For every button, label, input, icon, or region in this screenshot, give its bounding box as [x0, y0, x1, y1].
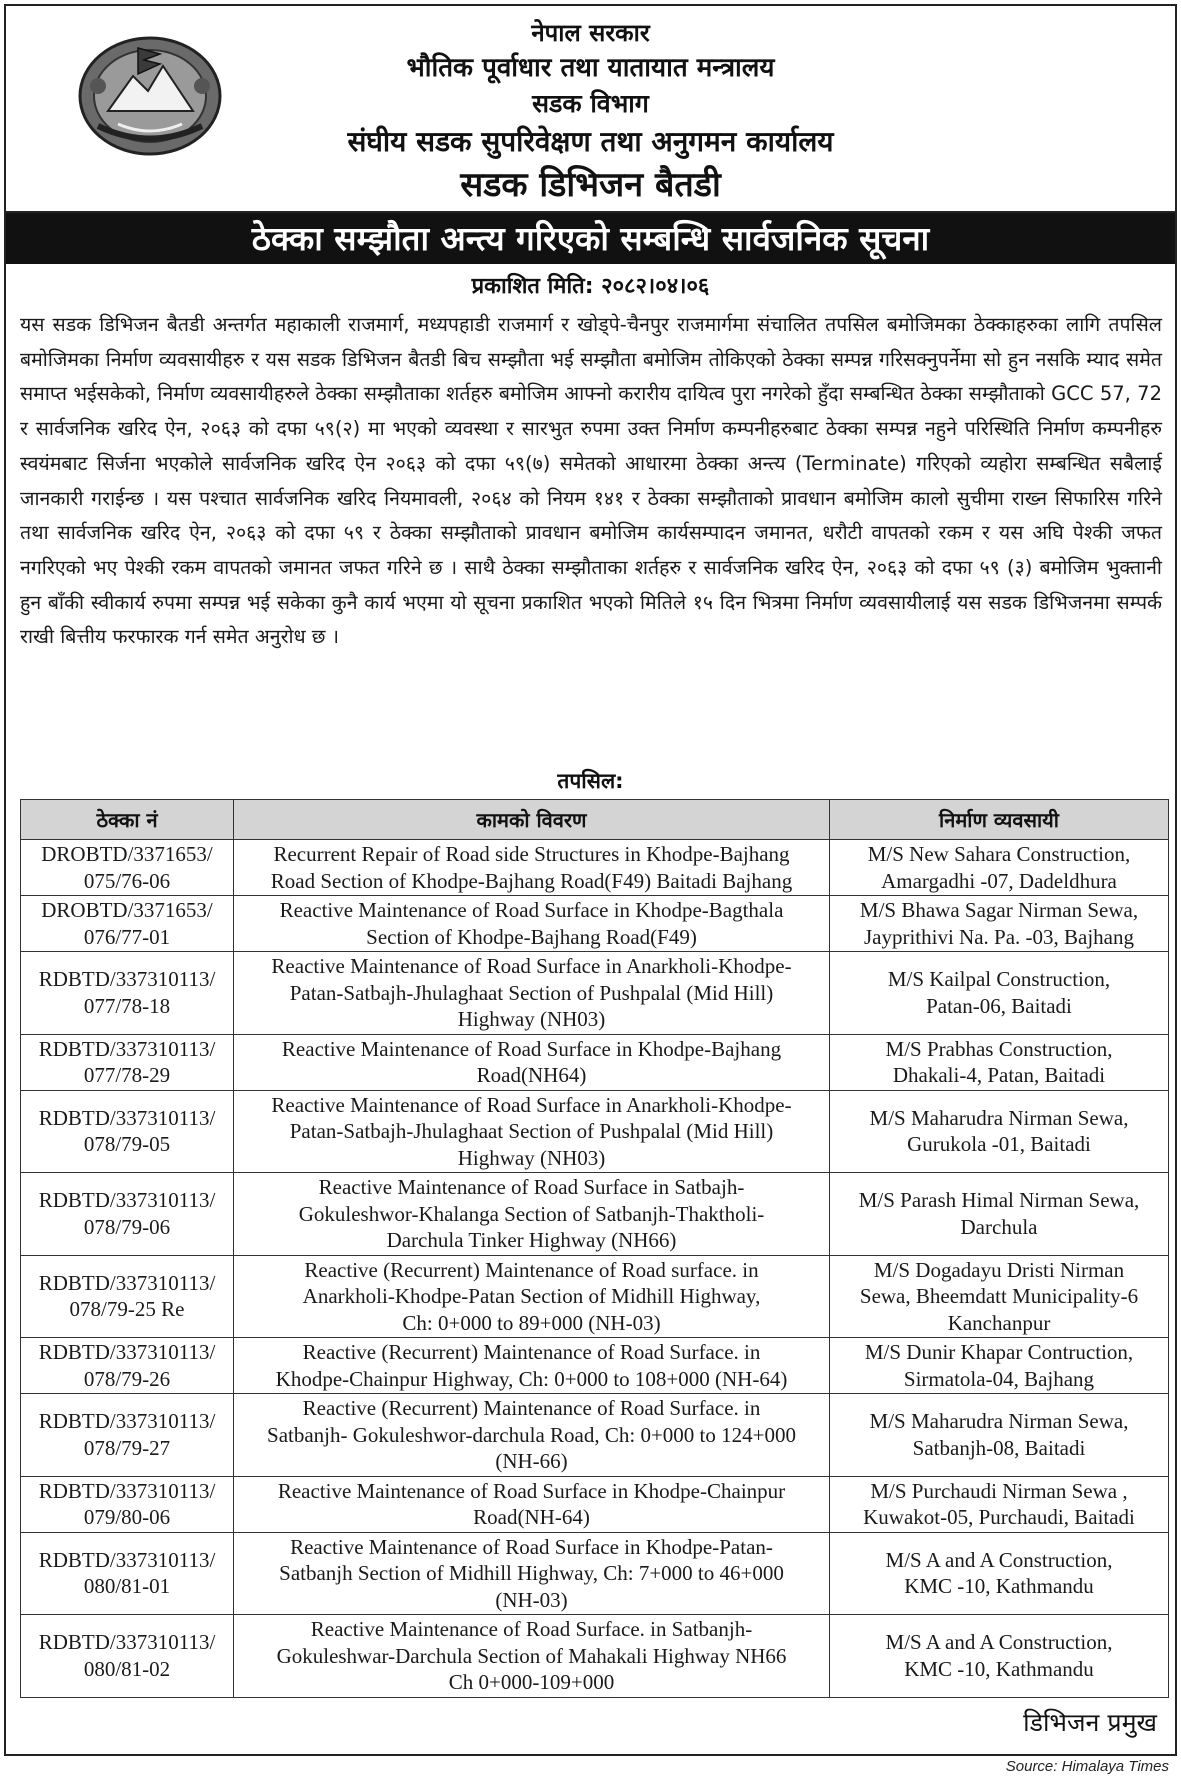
- table-row: [21, 1034, 1169, 1090]
- contract-number-cell: RDBTD/337310113/ 080/81-02: [21, 1615, 234, 1698]
- header-contractor: निर्माण व्यवसायी: [830, 800, 1169, 840]
- header-line-govt: नेपाल सरकार: [531, 19, 650, 47]
- table-header-row: [21, 800, 1169, 840]
- table-row: [21, 1476, 1169, 1532]
- table-row: [21, 952, 1169, 1035]
- contract-number-cell: RDBTD/337310113/ 079/80-06: [21, 1476, 234, 1532]
- schedule-title: तपसिल:: [557, 769, 624, 793]
- publish-date: प्रकाशित मिति: २०८२।०४।०६: [471, 274, 710, 299]
- header-line-ministry: भौतिक पूर्वाधार तथा यातायात मन्त्रालय: [406, 53, 775, 83]
- table-row: [21, 1615, 1169, 1698]
- work-description-cell: Reactive Maintenance of Road Surface in Anarkholi-Khodpe- Patan-Satbajh-Jhulaghaat Section of Pushpalal (Mid Hill) Highway (NH03): [234, 952, 830, 1035]
- contractor-cell: M/S Dogadayu Dristi Nirman Sewa, Bheemdatt Municipality-6 Kanchanpur: [830, 1255, 1169, 1338]
- contractor-cell: M/S Kailpal Construction, Patan-06, Baitadi: [830, 952, 1169, 1035]
- table-row: [21, 1394, 1169, 1477]
- header-contract-no: ठेक्का नं: [21, 800, 234, 840]
- header-line-department: सडक विभाग: [532, 89, 649, 118]
- contract-number-cell: RDBTD/337310113/ 078/79-25 Re: [21, 1255, 234, 1338]
- notice-title: ठेक्का सम्झौता अन्त्य गरिएको सम्बन्धि सार्वजनिक सूचना: [6, 213, 1175, 264]
- work-description-cell: Recurrent Repair of Road side Structures in Khodpe-Bajhang Road Section of Khodpe-Bajhang Road(F49) Baitadi Bajhang: [234, 840, 830, 896]
- table-row: [21, 896, 1169, 952]
- contractor-cell: M/S Dunir Khapar Contruction, Sirmatola-04, Bajhang: [830, 1338, 1169, 1394]
- contract-number-cell: RDBTD/337310113/ 077/78-18: [21, 952, 234, 1035]
- header-line-office: संघीय सडक सुपरिवेक्षण तथा अनुगमन कार्यालय: [347, 125, 834, 158]
- contract-number-cell: DROBTD/3371653/ 075/76-06: [21, 840, 234, 896]
- table-row: [21, 1338, 1169, 1394]
- source-credit: Source: Himalaya Times: [1005, 1758, 1169, 1775]
- contractor-cell: M/S Prabhas Construction, Dhakali-4, Patan, Baitadi: [830, 1034, 1169, 1090]
- contractor-cell: M/S Maharudra Nirman Sewa, Satbanjh-08, Baitadi: [830, 1394, 1169, 1477]
- contractor-cell: M/S A and A Construction, KMC -10, Kathmandu: [830, 1615, 1169, 1698]
- work-description-cell: Reactive Maintenance of Road Surface in Khodpe-Bagthala Section of Khodpe-Bajhang Road(F49): [234, 896, 830, 952]
- header-line-division: सडक डिभिजन बैतडी: [460, 165, 721, 205]
- contractor-cell: M/S Bhawa Sagar Nirman Sewa, Jayprithivi Na. Pa. -03, Bajhang: [830, 896, 1169, 952]
- notice-body: यस सडक डिभिजन बैतडी अन्तर्गत महाकाली राजमार्ग, मध्यपहाडी राजमार्ग र खोड्पे-चैनपुर राजमार्गमा संचालित तपसिल बमोजिमका ठेक्काहरुका लागि तपसिल बमोजिमका निर्माण व्यवसायीहरु र यस सडक डिभिजन बैतडी बिच सम्झौता भई सम्झौता बमोजिम तोकिएको ठेक्का सम्पन्न गरिसक्नुपर्नेमा सो हुन नसकि म्याद समेत समाप्त भईसकेको, निर्माण व्यवसायीहरुले ठेक्का सम्झौताका शर्तहरु बमोजिम आफ्नो करारीय दायित्व पुरा नगरेको हुँदा सम्बन्धित ठेक्का सम्झौताको GCC 57, 72 र सार्वजनिक खरिद ऐन, २०६३ को दफा ५९(२) मा भएको व्यवस्था र सारभुत रुपमा उक्त निर्माण कम्पनीहरुबाट ठेक्का सम्पन्न नहुने परिस्थिति निर्माण कम्पनीहरु स्वयंमबाट सिर्जना भएकोले सार्वजनिक खरिद ऐन २०६३ को दफा ५९(७) समेतको आधारमा ठेक्का अन्त्य (Terminate) गरिएको व्यहोरा सम्बन्धित सबैलाई जानकारी गराईन्छ । यस पश्चात सार्वजनिक खरिद नियमावली, २०६४ को नियम १४१ र ठेक्का सम्झौताको प्रावधान बमोजिम कालो सुचीमा राख्न सिफारिस गरिने तथा सार्वजनिक खरिद ऐन, २०६३ को दफा ५९ र ठेक्का सम्झौताको प्रावधान बमोजिम कार्यसम्पादन जमानत, धरौटी वापतको रकम र यस अघि पेश्की जफत नगरिएको भए पेश्की रकम वापतको जमानत जफत गरिने छ । साथै ठेक्का सम्झौताका शर्तहरु र सार्वजनिक खरिद ऐन, २०६३ को दफा ५९ (३) बमोजिम भुक्तानी हुन बाँकी स्वीकार्य रुपमा सम्पन्न भई सकेका कुनै कार्य भएमा यो सूचना प्रकाशित भएको मितिले १५ दिन भित्रमा निर्माण व्यवसायीलाई यस सडक डिभिजनमा सम्पर्क राखी बित्तीय फरफारक गर्न समेत अनुरोध छ ।: [20, 313, 1162, 649]
- signoff-division-chief: डिभिजन प्रमुख: [1023, 1708, 1157, 1737]
- work-description-cell: Reactive Maintenance of Road Surface in Khodpe-Patan- Satbanjh Section of Midhill Highway, Ch: 7+000 to 46+000 (NH-03): [234, 1532, 830, 1615]
- contract-number-cell: RDBTD/337310113/ 078/79-06: [21, 1173, 234, 1256]
- work-description-cell: Reactive Maintenance of Road Surface. in Satbanjh- Gokuleshwar-Darchula Section of Mahakali Highway NH66 Ch 0+000-109+000: [234, 1615, 830, 1698]
- contract-number-cell: RDBTD/337310113/ 078/79-26: [21, 1338, 234, 1394]
- work-description-cell: Reactive (Recurrent) Maintenance of Road Surface. in Satbanjh- Gokuleshwor-darchula Road, Ch: 0+000 to 124+000 (NH-66): [234, 1394, 830, 1477]
- contractor-cell: M/S Maharudra Nirman Sewa, Gurukola -01, Baitadi: [830, 1090, 1169, 1173]
- work-description-cell: Reactive (Recurrent) Maintenance of Road surface. in Anarkholi-Khodpe-Patan Section of Midhill Highway, Ch: 0+000 to 89+000 (NH-03): [234, 1255, 830, 1338]
- table-row: [21, 1532, 1169, 1615]
- table-row: [21, 1255, 1169, 1338]
- notice-header: [6, 6, 1175, 213]
- notice-frame: [4, 4, 1177, 1756]
- contractor-cell: M/S A and A Construction, KMC -10, Kathmandu: [830, 1532, 1169, 1615]
- contract-number-cell: RDBTD/337310113/ 080/81-01: [21, 1532, 234, 1615]
- contractor-cell: M/S New Sahara Construction, Amargadhi -07, Dadeldhura: [830, 840, 1169, 896]
- contract-number-cell: DROBTD/3371653/ 076/77-01: [21, 896, 234, 952]
- contract-number-cell: RDBTD/337310113/ 078/79-05: [21, 1090, 234, 1173]
- table-row: [21, 840, 1169, 896]
- contracts-table: [20, 799, 1169, 1698]
- table-row: [21, 1090, 1169, 1173]
- work-description-cell: Reactive Maintenance of Road Surface in Satbajh- Gokuleshwor-Khalanga Section of Satbanjh-Thaktholi- Darchula Tinker Highway (NH66): [234, 1173, 830, 1256]
- table-row: [21, 1173, 1169, 1256]
- header-work-description: कामको विवरण: [234, 800, 830, 840]
- contract-number-cell: RDBTD/337310113/ 078/79-27: [21, 1394, 234, 1477]
- work-description-cell: Reactive Maintenance of Road Surface in Anarkholi-Khodpe- Patan-Satbajh-Jhulaghaat Section of Pushpalal (Mid Hill) Highway (NH03): [234, 1090, 830, 1173]
- work-description-cell: Reactive (Recurrent) Maintenance of Road Surface. in Khodpe-Chainpur Highway, Ch: 0+000 to 108+000 (NH-64): [234, 1338, 830, 1394]
- contractor-cell: M/S Purchaudi Nirman Sewa , Kuwakot-05, Purchaudi, Baitadi: [830, 1476, 1169, 1532]
- contractor-cell: M/S Parash Himal Nirman Sewa, Darchula: [830, 1173, 1169, 1256]
- work-description-cell: Reactive Maintenance of Road Surface in Khodpe-Chainpur Road(NH-64): [234, 1476, 830, 1532]
- contract-number-cell: RDBTD/337310113/ 077/78-29: [21, 1034, 234, 1090]
- work-description-cell: Reactive Maintenance of Road Surface in Khodpe-Bajhang Road(NH64): [234, 1034, 830, 1090]
